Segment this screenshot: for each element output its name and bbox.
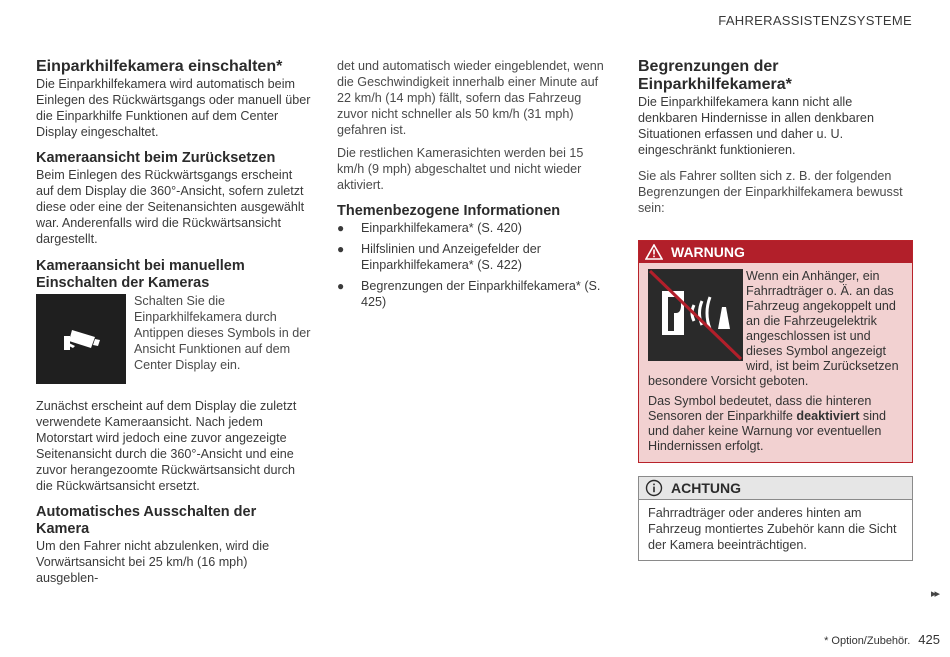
warning-body [639,263,912,462]
section-header: FAHRERASSISTENZSYSTEME [718,13,912,28]
bullet-icon: ● [337,221,345,235]
warning-triangle-icon [645,244,663,260]
continue-arrows-icon: ▸▸ [930,588,938,600]
related-item[interactable] [337,278,612,310]
paragraph-reverse-view: Beim Einlegen des Rückwärtsgangs erscheint auf dem Display die 360°-Ansicht, sofern zuletzt diese oder eine der Seitenansichten ausgewählt war. Anderenfalls wird die Rückwärtsansicht dargestellt. [36,168,305,246]
warning-box [638,240,913,463]
intro-paragraph: Die Einparkhilfekamera wird automatisch beim Einlegen des Rückwärtsgangs oder manuell über die Einparkhilfe Funktionen auf dem Center Display eingeschaltet. [36,77,311,139]
heading-auto-off: Automatisches Ausschalten der Kamera [36,504,257,537]
page-footer [824,632,940,647]
page-number: 425 [918,632,940,647]
related-link[interactable]: Hilfslinien und Anzeigefelder der Einparkhilfekamera* (S. 422) [361,242,541,272]
related-item[interactable] [337,241,612,273]
warning-paragraph-1: Wenn ein Anhänger, ein Fahrradträger o. Ä. an das Fahrzeug angekoppelt und an die Fahrzeugelektrik angeschlossen ist und dieses Symbol angezeigt wird, ist beim Zurücksetzen besondere Vorsicht geboten. [648,269,899,388]
caution-label: ACHTUNG [671,480,741,496]
paragraph-auto-off: Um den Fahrer nicht abzulenken, wird die Vorwärtsansicht bei 25 km/h (16 mph) ausgeblen- [36,539,270,585]
column-middle [337,58,612,310]
paragraph-manual-view: Schalten Sie die Einparkhilfekamera durch Antippen dieses Symbols in der Ansicht Funktionen auf dem Center Display ein. [134,294,311,372]
camera-button-image [36,294,126,384]
paragraph-other-views: Die restlichen Kamerasichten werden bei 15 km/h (9 mph) abgeschaltet und nicht wieder aktiviert. [337,146,584,192]
warning-emphasis: deaktiviert [796,409,860,423]
caution-body: Fahrradträger oder anderes hinten am Fahrzeug montiertes Zubehör kann die Sicht der Kamera beeinträchtigen. [648,506,897,552]
park-assist-off-icon [648,269,743,361]
related-item[interactable] [337,220,612,236]
column-right [638,58,913,561]
title-activate-camera: Einparkhilfekamera einschalten* [36,58,283,75]
paragraph-last-view: Zunächst erscheint auf dem Display die zuletzt verwendete Kameraansicht. Nach jedem Motorstart wird jedoch eine zuvor angezeigte Seitenansicht durch die 360°-Ansicht und eine zuvor herangezoomte Rückwärtsansicht durch die Rückwärtsansicht ersetzt. [36,399,297,493]
related-link[interactable]: Begrenzungen der Einparkhilfekamera* (S. 425) [361,279,601,309]
manual-activation-block [36,293,311,384]
footnote-option: * Option/Zubehör. [824,635,911,647]
warning-paragraph-2: Das Symbol bedeutet, dass die hinteren Sensoren der Einparkhilfe deaktiviert sind und daher keine Warnung vor eventuellen Hindernissen erfolgt. [648,394,887,453]
paragraph-driver-awareness: Sie als Fahrer sollten sich z. B. der folgenden Begrenzungen der Einparkhilfekamera bewusst sein: [638,169,903,215]
warning-header [639,241,912,263]
heading-related-info: Themenbezogene Informationen [337,203,561,219]
heading-manual-view: Kameraansicht bei manuellem Einschalten der Kameras [36,258,245,291]
related-link[interactable]: Einparkhilfekamera* (S. 420) [361,221,522,235]
column-left [36,58,311,586]
info-circle-icon [645,479,663,497]
bullet-icon: ● [337,242,345,256]
paragraph-limitations: Die Einparkhilfekamera kann nicht alle denkbaren Hindernisse in allen denkbaren Situationen erfassen und daher u. U. eingeschränkt funktionieren. [638,95,874,157]
camera-icon [61,324,101,354]
warning-label: WARNUNG [671,244,745,260]
heading-reverse-view: Kameraansicht beim Zurücksetzen [36,150,276,166]
caution-box [638,476,913,561]
caution-header [639,477,912,500]
paragraph-auto-off-continued: det und automatisch wieder eingeblendet, wenn die Geschwindigkeit innerhalb einer Minute auf 22 km/h (14 mph) fällt, sofern das Fahrzeug zuvor nicht schneller als 50 km/h (31 mph) gefahren ist. [337,59,604,137]
park-assist-disabled-image [648,269,743,361]
bullet-icon: ● [337,279,345,293]
title-camera-limitations: Begrenzungen der Einparkhilfekamera* [638,58,792,93]
